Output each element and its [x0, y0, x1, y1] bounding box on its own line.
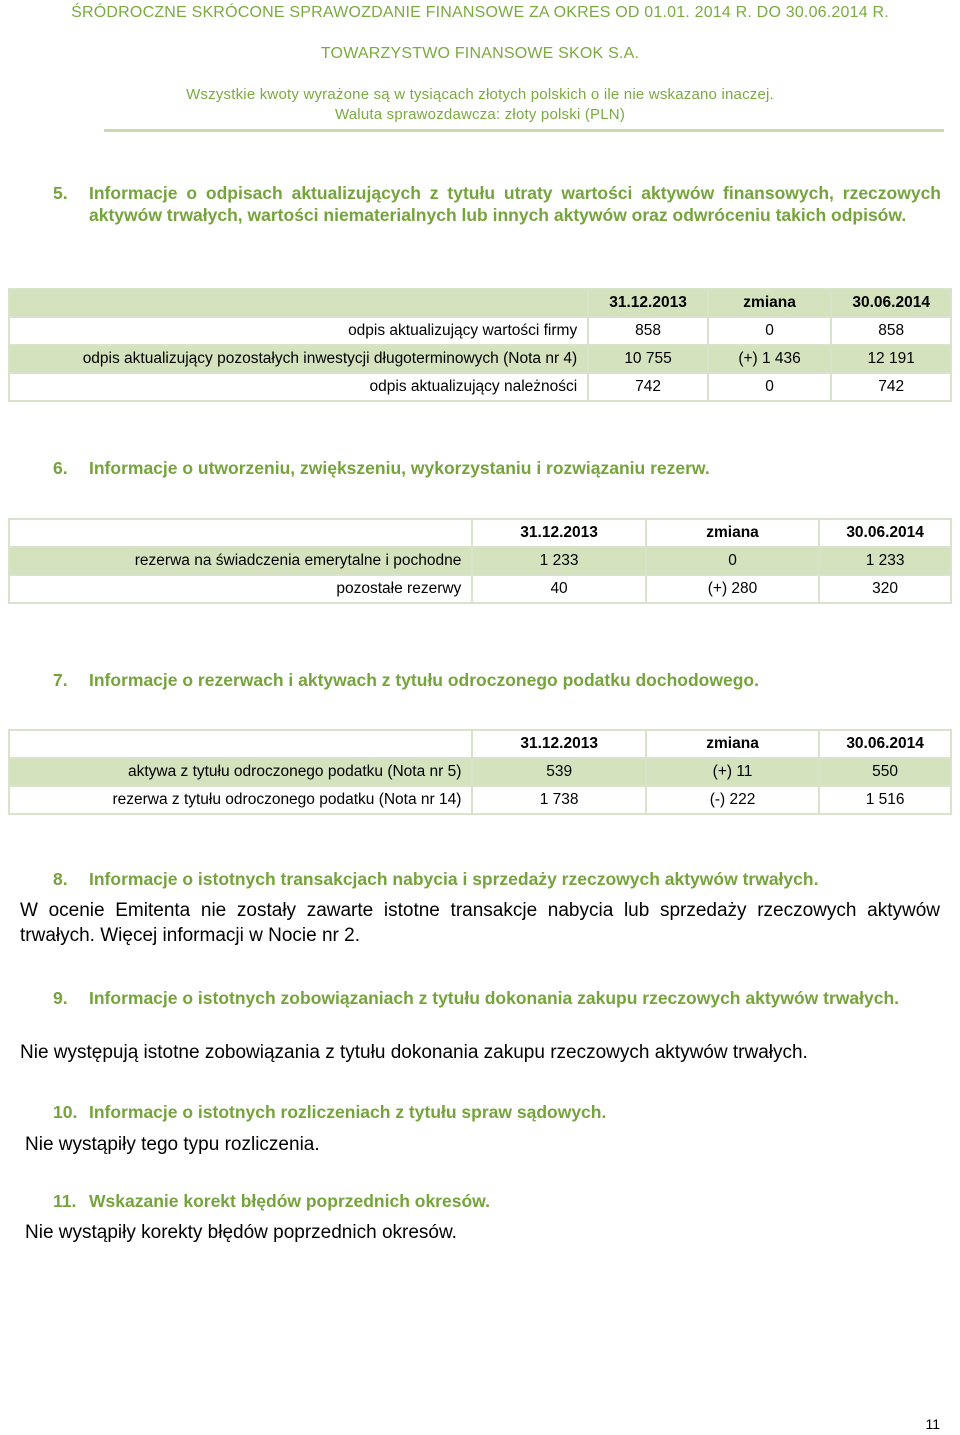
- table-row: [9, 373, 951, 401]
- column-header: 30.06.2014: [819, 519, 951, 547]
- cell-value: 320: [819, 575, 951, 603]
- section-title: Informacje o istotnych rozliczeniach z tytułu spraw sądowych.: [89, 1102, 607, 1122]
- company-name: TOWARZYSTWO FINANSOWE SKOK S.A.: [320, 45, 640, 62]
- row-label: odpis aktualizujący należności: [9, 373, 588, 401]
- cell-value: 1 738: [472, 786, 645, 814]
- row-label: odpis aktualizujący pozostałych inwestycji długoterminowych (Nota nr 4): [9, 345, 588, 373]
- section-8-text: W ocenie Emitenta nie zostały zawarte istotne transakcje nabycia lub sprzedaży rzeczowych aktywów trwałych. Więcej informacji w Nocie nr 2.: [20, 900, 940, 946]
- section-title: Wskazanie korekt błędów poprzednich okresów.: [89, 1191, 490, 1211]
- cell-value: 12 191: [831, 345, 951, 373]
- cell-value: 539: [472, 758, 645, 786]
- column-header: 30.06.2014: [819, 730, 951, 758]
- amounts-note: Wszystkie kwoty wyrażone są w tysiącach złotych polskich o ile nie wskazano inaczej.: [186, 86, 774, 103]
- cell-value: 858: [831, 317, 951, 345]
- section-title: Informacje o rezerwach i aktywach z tytułu odroczonego podatku dochodowego.: [89, 670, 759, 690]
- section-title: Informacje o utworzeniu, zwiększeniu, wykorzystaniu i rozwiązaniu rezerw.: [89, 458, 710, 478]
- header-empty-cell: [9, 289, 588, 317]
- column-header: zmiana: [646, 519, 819, 547]
- cell-value: 1 233: [819, 547, 951, 575]
- section-title: Informacje o istotnych transakcjach nabycia i sprzedaży rzeczowych aktywów trwałych.: [89, 869, 819, 889]
- cell-value: 0: [708, 317, 831, 345]
- section-5-heading: [53, 182, 943, 252]
- provisions-table: [8, 518, 952, 604]
- cell-value: (-) 222: [646, 786, 819, 814]
- deferred-tax-table: [8, 729, 952, 815]
- header-divider: [104, 129, 944, 132]
- header-empty-cell: [9, 519, 472, 547]
- cell-value: 1 233: [472, 547, 646, 575]
- section-number: 11.: [53, 1191, 77, 1211]
- table-row: [9, 345, 951, 373]
- impairment-table: [8, 288, 952, 402]
- section-number: 10.: [53, 1102, 78, 1122]
- row-label: odpis aktualizujący wartości firmy: [9, 317, 588, 345]
- section-11-text: Nie wystąpiły korekty błędów poprzednich okresów.: [25, 1222, 457, 1243]
- report-title: ŚRÓDROCZNE SKRÓCONE SPRAWOZDANIE FINANSOWE ZA OKRES OD 01.01. 2014 R. DO 30.06.2014 R.: [71, 4, 889, 21]
- cell-value: (+) 11: [646, 758, 819, 786]
- row-label: aktywa z tytułu odroczonego podatku (Nota nr 5): [9, 758, 472, 786]
- section-10-text: Nie wystąpiły tego typu rozliczenia.: [25, 1134, 320, 1155]
- section-number: 8.: [53, 869, 68, 889]
- column-header: 31.12.2013: [472, 519, 646, 547]
- section-8-heading: [53, 868, 943, 892]
- section-number: 6.: [53, 458, 68, 478]
- row-label: rezerwa z tytułu odroczonego podatku (Nota nr 14): [9, 786, 472, 814]
- table-row: [9, 317, 951, 345]
- section-9-heading: [53, 987, 943, 1033]
- table-row: [9, 786, 951, 814]
- section-number: 7.: [53, 670, 68, 690]
- cell-value: 742: [588, 373, 708, 401]
- header-empty-cell: [9, 730, 472, 758]
- cell-value: 1 516: [819, 786, 951, 814]
- section-11-heading: [53, 1190, 943, 1214]
- table-row: [9, 547, 951, 575]
- cell-value: (+) 1 436: [708, 345, 831, 373]
- table-header-row: [9, 289, 951, 317]
- table-header-row: [9, 730, 951, 758]
- cell-value: 550: [819, 758, 951, 786]
- cell-value: 40: [472, 575, 646, 603]
- column-header: zmiana: [708, 289, 831, 317]
- section-9-text: Nie występują istotne zobowiązania z tytułu dokonania zakupu rzeczowych aktywów trwałych.: [20, 1042, 808, 1063]
- section-10-heading: [53, 1101, 943, 1125]
- section-title: Informacje o odpisach aktualizujących z tytułu utraty wartości aktywów finansowych, rzeczowych aktywów trwałych, wartości niematerialnych lub innych aktywów oraz odwróceniu takich odpisów.: [89, 183, 941, 225]
- column-header: zmiana: [646, 730, 819, 758]
- section-6-heading: [53, 457, 943, 481]
- cell-value: (+) 280: [646, 575, 819, 603]
- section-number: 5.: [53, 183, 68, 203]
- cell-value: 10 755: [588, 345, 708, 373]
- column-header: 31.12.2013: [588, 289, 708, 317]
- cell-value: 858: [588, 317, 708, 345]
- cell-value: 0: [708, 373, 831, 401]
- cell-value: 0: [646, 547, 819, 575]
- table-header-row: [9, 519, 951, 547]
- table-row: [9, 575, 951, 603]
- table-row: [9, 758, 951, 786]
- cell-value: 742: [831, 373, 951, 401]
- row-label: rezerwa na świadczenia emerytalne i pochodne: [9, 547, 472, 575]
- page-number: 11: [925, 1416, 940, 1432]
- column-header: 30.06.2014: [831, 289, 951, 317]
- column-header: 31.12.2013: [472, 730, 645, 758]
- section-7-heading: [53, 669, 943, 693]
- section-title: Informacje o istotnych zobowiązaniach z tytułu dokonania zakupu rzeczowych aktywów trwałych.: [89, 988, 900, 1008]
- row-label: pozostałe rezerwy: [9, 575, 472, 603]
- currency-note: Waluta sprawozdawcza: złoty polski (PLN): [334, 106, 626, 123]
- section-number: 9.: [53, 988, 68, 1008]
